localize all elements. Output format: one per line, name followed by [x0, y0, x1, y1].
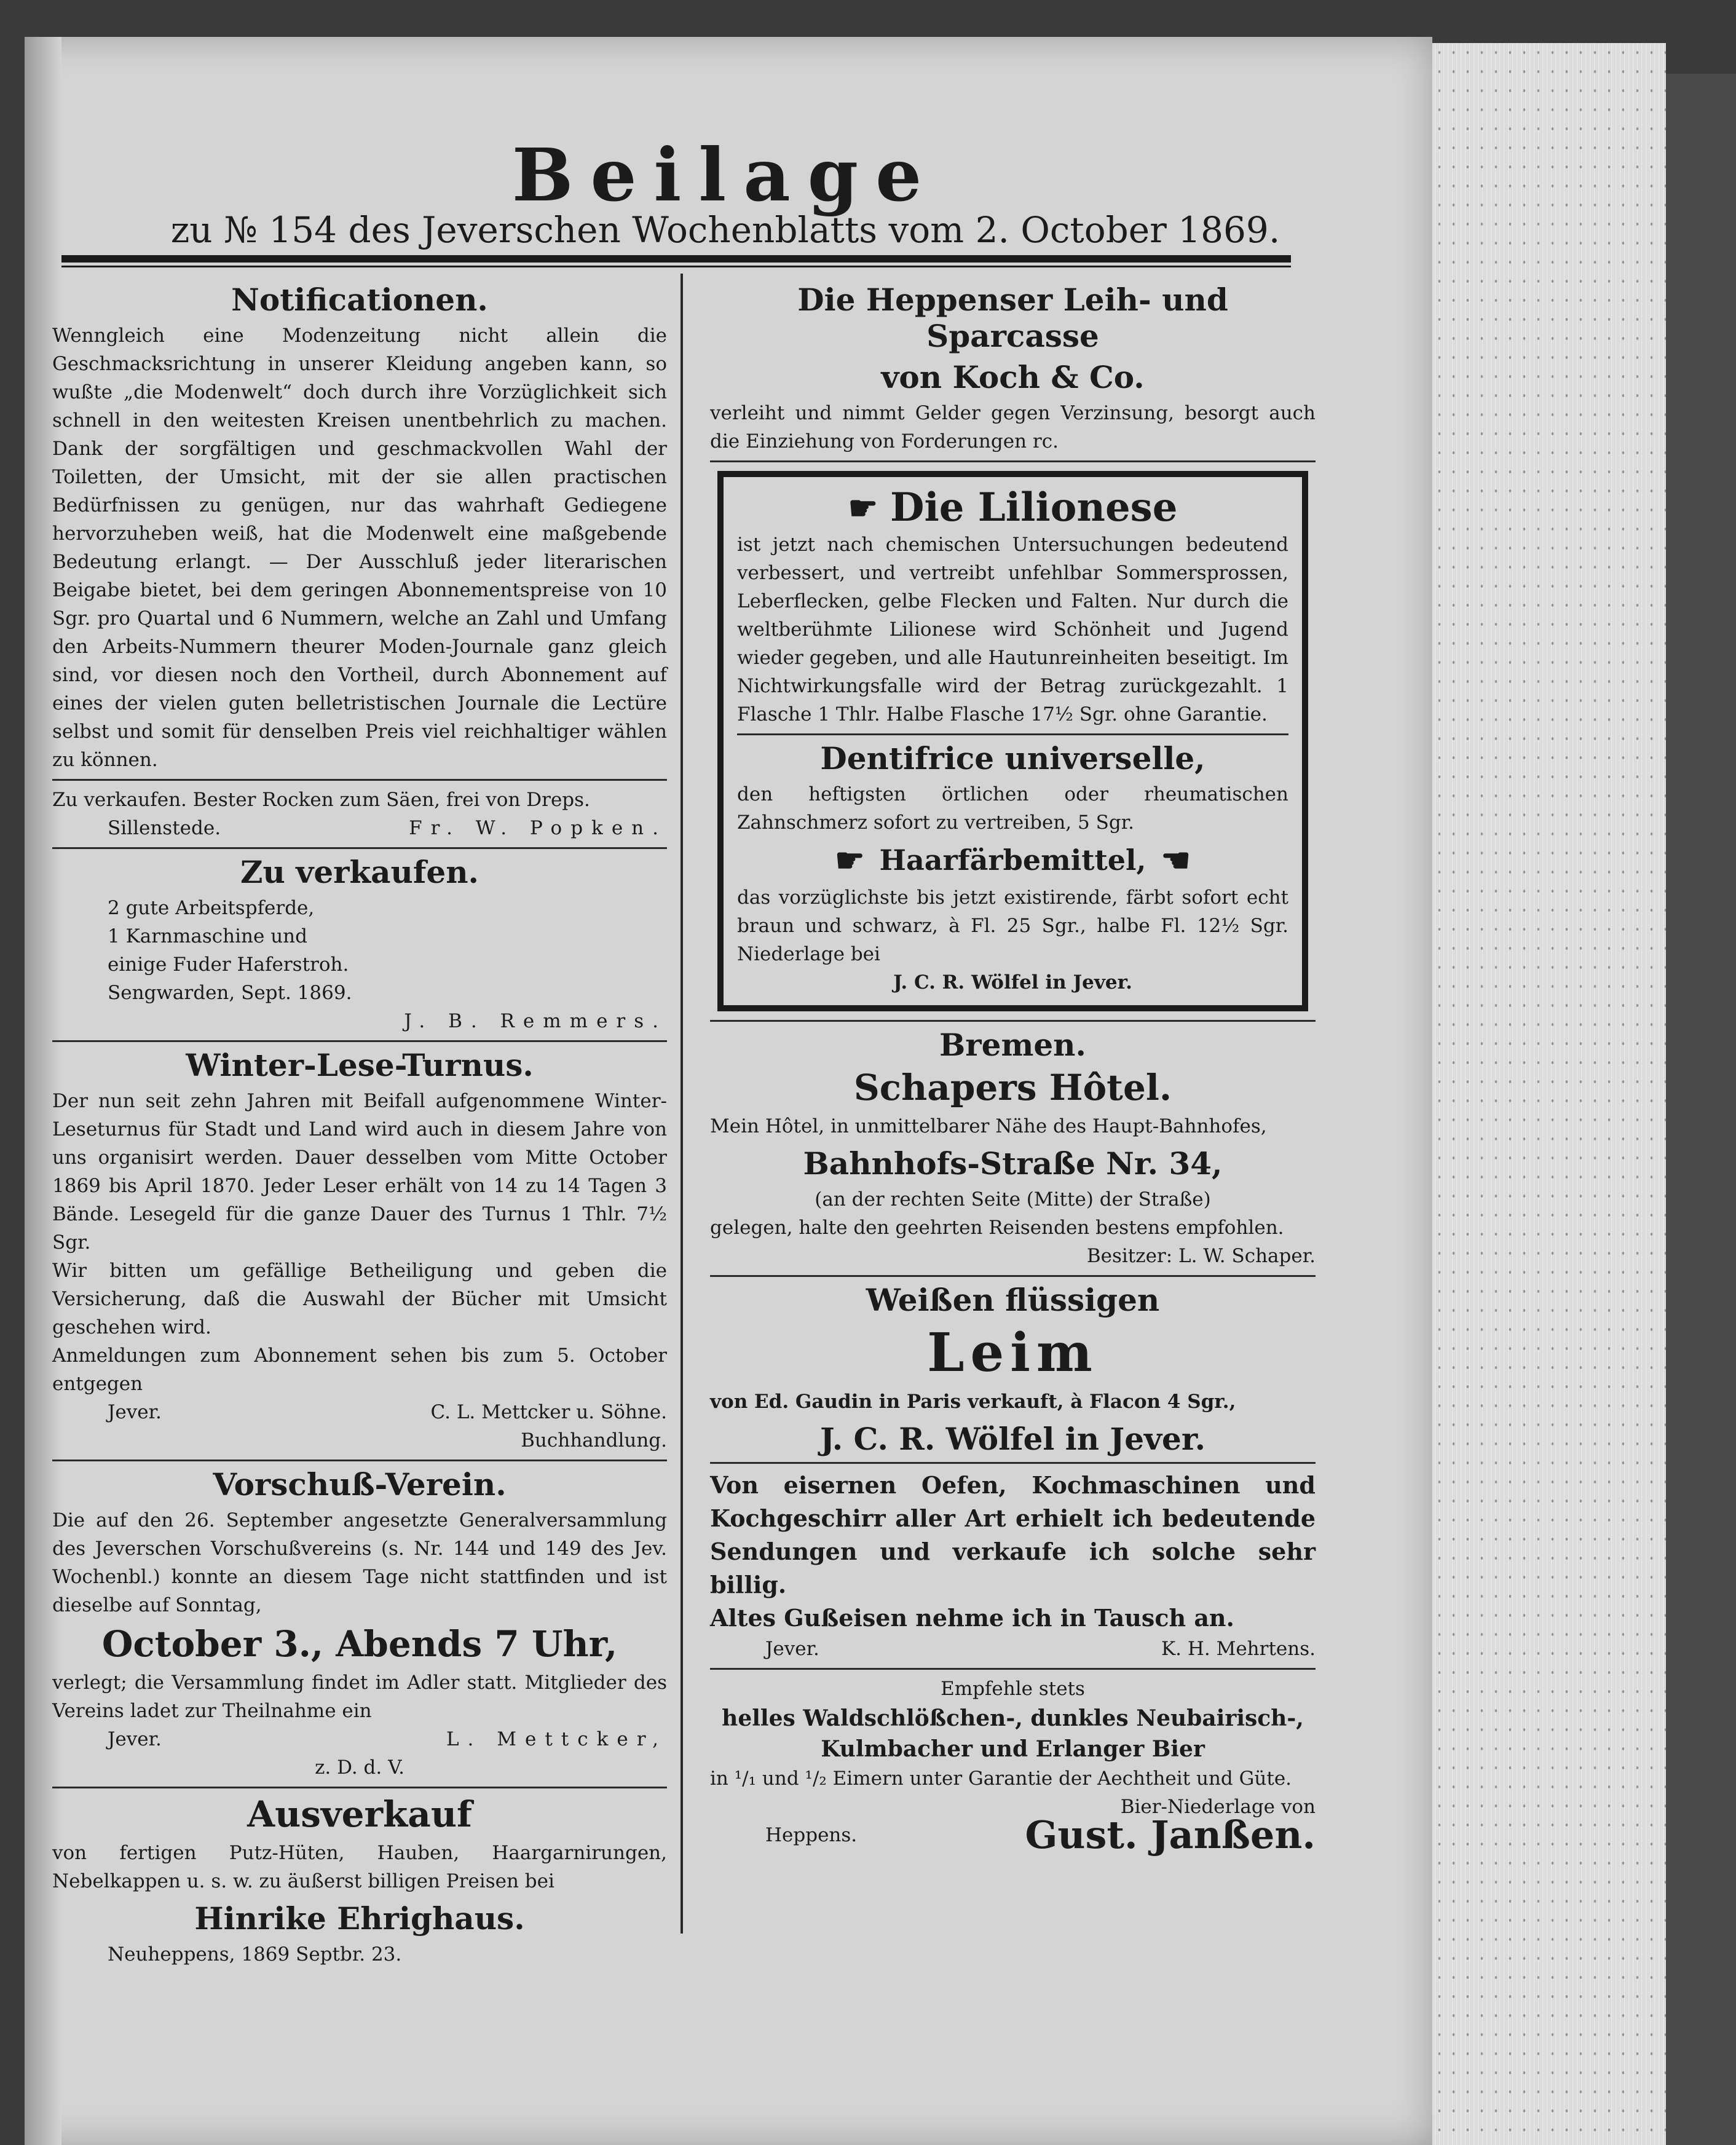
divider-rule — [710, 1275, 1316, 1277]
vorschuss-name-2: z. D. d. V. — [315, 1756, 404, 1779]
ausverkauf-place: Neuheppens, 1869 Septbr. 23. — [108, 1943, 402, 1965]
verkauf-ad-1 — [52, 786, 667, 842]
vorschuss-date: October 3., Abends 7 Uhr, — [101, 1623, 618, 1665]
verkauf-2-line: Sengwarden, Sept. 1869. — [108, 982, 352, 1004]
left-column — [52, 277, 667, 1969]
winter-heading: Winter-Lese-Turnus. — [186, 1047, 534, 1083]
lilionese-heading: Die Lilionese — [890, 484, 1178, 531]
vorschuss-place: Jever. — [108, 1728, 162, 1750]
leim-ad — [710, 1282, 1316, 1457]
pointing-hand-right-icon: ☛ — [835, 840, 865, 880]
bier-intro: Empfehle stets — [941, 1678, 1085, 1700]
haarfaerbemittel-text: das vorzüglichste bis jetzt existirende, färbt sofort echt braun und schwarz, à Fl. 25 Sgr., halbe Fl. 12½ Sgr. Niederlage bei — [737, 887, 1288, 965]
masthead-rule — [61, 255, 1291, 263]
lilionese-text: ist jetzt nach chemischen Untersuchungen bedeutend verbessert, und vertreibt unfehlbar Sommersprossen, Leberflecken, gelbe Flecken und Falten. Nur durch die weltberühmte Lilionese wird Schönheit und Jugend wieder gegeben, und alle Hautunreinheiten beseitigt. Im Nichtwirkungsfalle wird der Betrag zurückgezahlt. 1 Flasche 1 Thlr. Halbe Flasche 17½ Sgr. ohne Garantie. — [737, 534, 1288, 725]
divider-rule — [710, 1020, 1316, 1022]
right-column — [710, 277, 1316, 1857]
leim-text: von Ed. Gaudin in Paris verkauft, à Flacon 4 Sgr., — [710, 1391, 1236, 1413]
ausverkauf-text: von fertigen Putz-Hüten, Hauben, Haargarnirungen, Nebelkappen u. s. w. zu äußerst billigen Preisen bei — [52, 1842, 667, 1892]
divider-rule — [52, 1040, 667, 1042]
winter-lese-turnus-ad — [52, 1047, 667, 1455]
schapers-text-1: Mein Hôtel, in unmittelbarer Nähe des Haupt-Bahnhofes, — [710, 1115, 1267, 1137]
dentifrice-heading: Dentifrice universelle, — [820, 740, 1205, 776]
bier-text: in ¹/₁ und ¹/₂ Eimern unter Garantie der Aechtheit und Güte. — [710, 1768, 1292, 1790]
sparcasse-text: verleiht und nimmt Gelder gegen Verzinsung, besorgt auch die Einziehung von Forderungen rc. — [710, 402, 1316, 452]
leim-seller: J. C. R. Wölfel in Jever. — [819, 1421, 1206, 1457]
ausverkauf-name: Hinrike Ehrighaus. — [194, 1900, 525, 1937]
book-binding — [1666, 74, 1736, 2145]
vorschuss-text-2: verlegt; die Versammlung findet im Adler statt. Mitglieder des Vereins ladet zur Theilnahme ein — [52, 1672, 667, 1722]
notificationen-text: Wenngleich eine Modenzeitung nicht allein die Geschmacksrichtung in unserer Kleidung angeben kann, so wußte „die Modenwelt“ doch durch ihre Vorzüglichkeit sich schnell in den weitesten Kreisen unentbehrlich zu machen. Dank der sorgfältigen und geschmackvollen Wahl der Toiletten, der Umsicht, mit der sie allen practischen Bedürfnissen zu genügen, nur das wahrhaft Gediegene hervorzuheben weiß, hat die Modenwelt eine maßgebende Bedeutung erlangt. — Der Ausschluß jeder literarischen Beigabe bietet, bei dem geringen Abonnementspreise von 10 Sgr. pro Quartal und 6 Nummern, welche an Zahl und Umfang den Arbeits-Nummern theurer Moden-Journale ganz gleich sind, vor diesen noch den Vortheil, durch Abonnement auf eines der vielen guten belletristischen Journale die Lectüre selbst und somit für denselben Preis viel reichhaltiger wählen zu können. — [52, 325, 667, 771]
masthead-rule-thin — [61, 266, 1291, 267]
oefen-place: Jever. — [765, 1638, 819, 1660]
divider-rule — [710, 1668, 1316, 1670]
sparcasse-heading-2: von Koch & Co. — [881, 359, 1145, 395]
divider-rule — [710, 460, 1316, 462]
divider-rule — [52, 847, 667, 849]
lilionese-ad-box — [717, 471, 1308, 1011]
oefen-name: K. H. Mehrtens. — [1161, 1638, 1316, 1660]
dentifrice-text: den heftigsten örtlichen oder rheumatischen Zahnschmerz sofort zu vertreiben, 5 Sgr. — [737, 783, 1288, 834]
schapers-street: Bahnhofs-Straße Nr. 34, — [803, 1145, 1223, 1182]
vorschuss-text-1: Die auf den 26. September angesetzte Generalversammlung des Jeverschen Vorschußvereins (s. Nr. 144 und 149 des Jev. Wochenbl.) konnte an diesem Tage nicht stattfinden und ist dieselbe auf Sonntag, — [52, 1509, 667, 1616]
bier-heading: helles Waldschlößchen-, dunkles Neubairisch-, Kulmbacher und Erlanger Bier — [722, 1705, 1304, 1762]
column-divider — [681, 274, 683, 1934]
vorschuss-verein-ad — [52, 1466, 667, 1782]
notificationen-ad — [52, 282, 667, 774]
verkauf-2-line: einige Fuder Haferstroh. — [108, 954, 349, 976]
book-page-edges — [1432, 43, 1666, 2145]
sparcasse-heading-1: Die Heppenser Leih- und Sparcasse — [797, 282, 1228, 354]
pointing-hand-left-icon: ☚ — [1161, 840, 1191, 880]
masthead-subtitle: zu № 154 des Jeverschen Wochenblatts vom 2. October 1869. — [170, 209, 1280, 251]
schapers-text-2: gelegen, halte den geehrten Reisenden bestens empfohlen. — [710, 1217, 1284, 1239]
oefen-ad — [710, 1469, 1316, 1663]
schapers-hotel-ad — [710, 1027, 1316, 1270]
verkauf-2-line: 1 Karnmaschine und — [108, 925, 307, 947]
schapers-paren: (an der rechten Seite (Mitte) der Straße) — [815, 1188, 1211, 1211]
leim-heading-2: Leim — [927, 1322, 1099, 1384]
verkauf-1-text: Zu verkaufen. Bester Rocken zum Säen, frei von Dreps. — [52, 789, 590, 811]
schapers-city: Bremen. — [939, 1027, 1086, 1063]
winter-place: Jever. — [108, 1401, 162, 1423]
verkauf-2-heading: Zu verkaufen. — [240, 854, 479, 890]
verkauf-2-name: J. B. Remmers. — [404, 1010, 667, 1032]
bier-name: Gust. Janßen. — [1025, 1812, 1316, 1857]
winter-name: C. L. Mettcker u. Söhne. — [430, 1401, 667, 1423]
ausverkauf-ad — [52, 1793, 667, 1969]
vorschuss-heading: Vorschuß-Verein. — [213, 1466, 507, 1503]
divider-rule — [52, 1787, 667, 1788]
ausverkauf-heading: Ausverkauf — [247, 1793, 472, 1835]
divider-rule — [710, 1462, 1316, 1464]
bier-place: Heppens. — [765, 1824, 858, 1846]
verkauf-ad-2 — [52, 854, 667, 1035]
verkauf-1-place: Sillenstede. — [108, 817, 221, 839]
masthead-title: Beilage — [511, 132, 939, 218]
bier-label: Bier-Niederlage von — [1120, 1796, 1316, 1818]
notificationen-heading: Notificationen. — [231, 282, 488, 318]
winter-text-1: Der nun seit zehn Jahren mit Beifall aufgenommene Winter-Leseturnus für Stadt und Land wird auch in diesem Jahre von uns organisirt werden. Dauer desselben vom Mitte October 1869 bis April 1870. Jeder Leser erhält von 14 zu 14 Tagen 3 Bände. Lesegeld für die ganze Dauer des Turnus 1 Thlr. 7½ Sgr. — [52, 1090, 667, 1254]
bier-ad — [710, 1675, 1316, 1857]
oefen-text-2: Altes Gußeisen nehme ich in Tausch an. — [710, 1604, 1234, 1632]
leim-heading-1: Weißen flüssigen — [866, 1282, 1160, 1318]
verkauf-1-name: Fr. W. Popken. — [409, 817, 667, 839]
divider-rule — [52, 779, 667, 781]
haarfaerbemittel-heading: Haarfärbemittel, — [879, 843, 1146, 877]
pointing-hand-icon: ☛ — [848, 488, 878, 527]
winter-text-3: Anmeldungen zum Abonnement sehen bis zum 5. October entgegen — [52, 1345, 667, 1395]
winter-name-2: Buchhandlung. — [521, 1429, 667, 1452]
winter-text-2: Wir bitten um gefällige Betheiligung und geben die Versicherung, daß die Auswahl der Bücher mit Umsicht geschehen wird. — [52, 1260, 667, 1338]
divider-rule — [52, 1460, 667, 1461]
vorschuss-name: L. Mettcker, — [446, 1728, 667, 1750]
verkauf-2-line: 2 gute Arbeitspferde, — [108, 897, 315, 919]
sparcasse-ad — [710, 282, 1316, 456]
schapers-owner: Besitzer: L. W. Schaper. — [1086, 1245, 1316, 1267]
schapers-heading: Schapers Hôtel. — [853, 1067, 1172, 1108]
divider-rule — [737, 733, 1288, 735]
lilionese-seller: J. C. R. Wölfel in Jever. — [893, 971, 1132, 993]
oefen-text-1: Von eisernen Oefen, Kochmaschinen und Kochgeschirr aller Art erhielt ich bedeutende Sendungen und verkaufe ich solche sehr billig. — [710, 1471, 1316, 1598]
